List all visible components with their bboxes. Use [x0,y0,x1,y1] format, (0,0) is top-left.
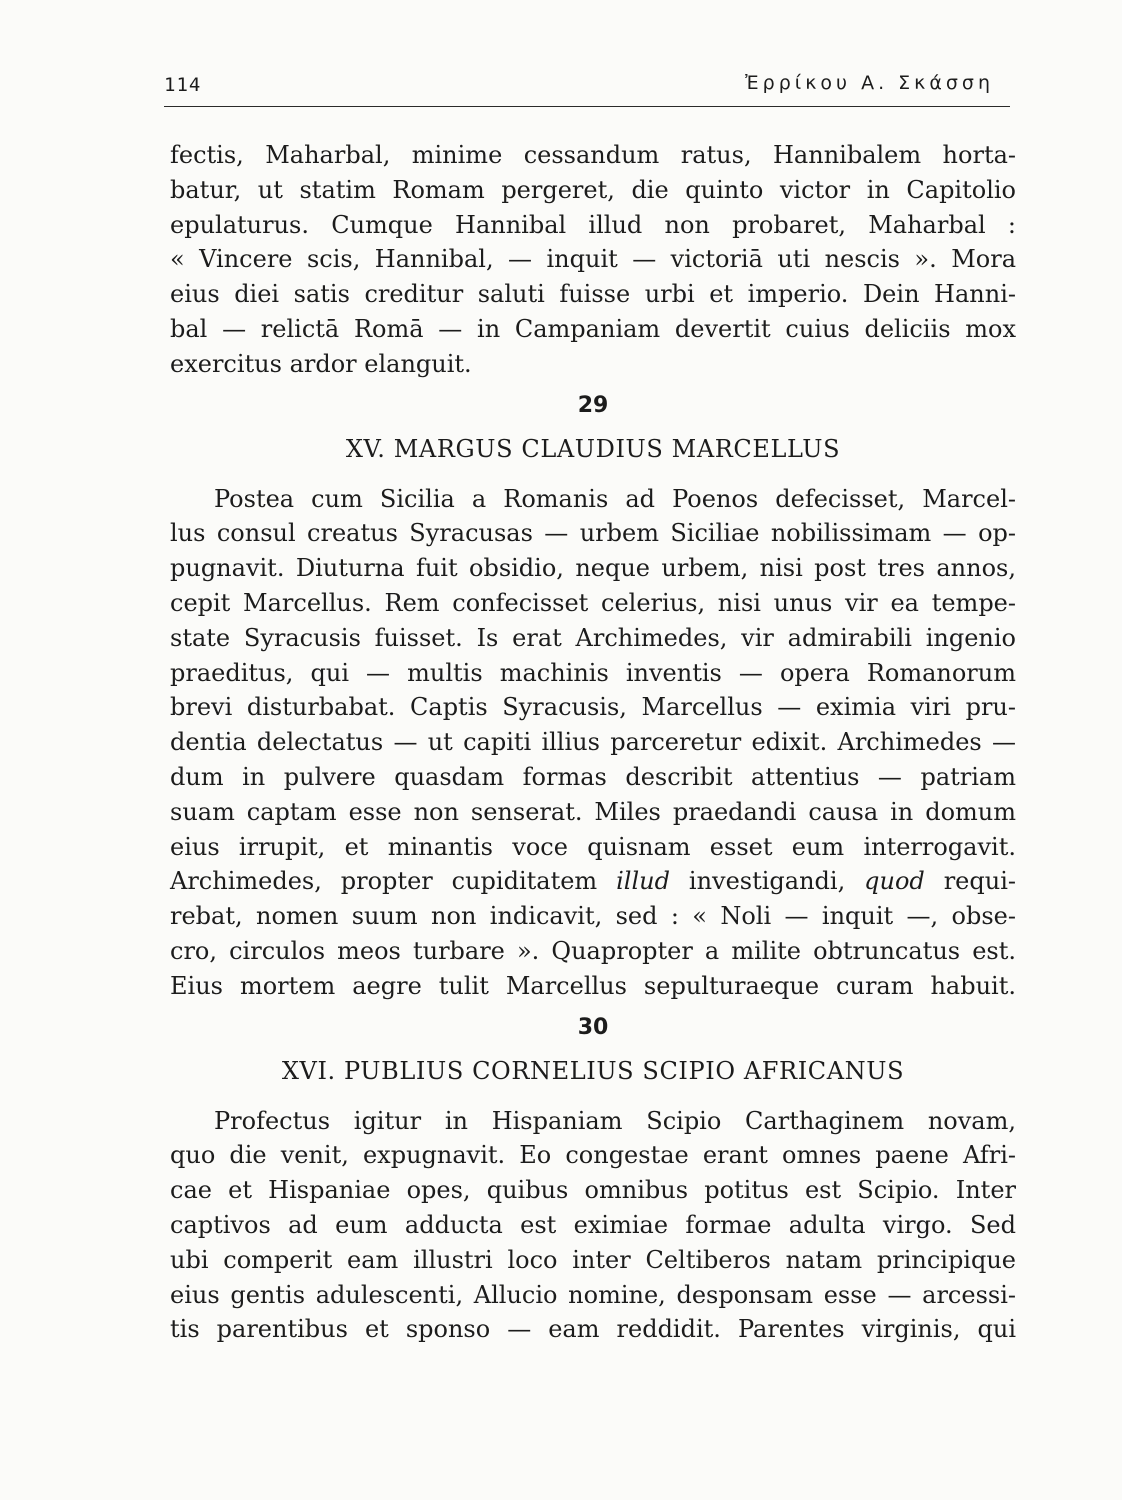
intro-paragraph [170,138,1016,382]
section-29-paragraph [170,482,1016,1004]
text-line: rebat, nomen suum non indicavit, sed : « Noli — inquit —, obse- [170,902,1016,931]
text-line: pugnavit. Diuturna fuit obsidio, neque urbem, nisi post tres annos, [170,554,1016,583]
text-line: « Vincere scis, Hannibal, — inquit — victoriā uti nescis ». Mora [170,245,1016,274]
text-line: eius diei satis creditur saluti fuisse urbi et imperio. Dein Hanni- [170,280,1016,309]
section-title: XV. MARGUS CLAUDIUS MARCELLUS [345,434,841,463]
text-line: batur, ut statim Romam pergeret, die quinto victor in Capitolio [170,175,1016,204]
text-span: Archimedes, propter cupiditatem [170,867,617,896]
text-span: investigandi, [669,867,865,896]
section-number: 29 [577,392,609,418]
text-line: suam captam esse non senserat. Miles praedandi causa in domum [170,797,1016,826]
text-line: Profectus igitur in Hispaniam Scipio Carthaginem novam, [214,1106,1016,1135]
text-line: bal — relictā Romā — in Campaniam devertit cuius deliciis mox [170,314,1016,343]
text-line: cepit Marcellus. Rem confecisset celerius, nisi unus vir ea tempe- [170,588,1016,617]
text-line: praeditus, qui — multis machinis inventis — opera Romanorum [170,658,1016,687]
text-line: eius irrupit, et minantis voce quisnam esset eum interrogavit. [170,832,1016,861]
text-line: state Syracusis fuisset. Is erat Archimedes, vir admirabili ingenio [170,623,1016,652]
text-line: Postea cum Sicilia a Romanis ad Poenos defecisset, Marcel- [214,484,1016,513]
text-line: captivos ad eum adducta est eximiae formae adulta virgo. Sed [170,1210,1016,1239]
text-line: eius gentis adulescenti, Allucio nomine, desponsam esse — arcessi- [170,1280,1016,1309]
page-body [170,138,1016,1347]
text-line-italic [170,864,1016,899]
running-head: Ἐρρίκου Α. Σκάσση [745,72,994,94]
text-line: cro, circulos meos turbare ». Quapropter a milite obtruncatus est. [170,936,1016,965]
text-line: cae et Hispaniae opes, quibus omnibus potitus est Scipio. Inter [170,1176,1016,1205]
text-line: lus consul creatus Syracusas — urbem Siciliae nobilissimam — op- [170,519,1016,548]
section-30-paragraph [170,1104,1016,1348]
section-number: 30 [577,1014,609,1040]
text-span: requi- [924,867,1016,896]
text-line: dentia delectatus — ut capiti illius parceretur edixit. Archimedes — [170,728,1016,757]
section-title: XVI. PUBLIUS CORNELIUS SCIPIO AFRICANUS [281,1056,905,1085]
text-line: quo die venit, expugnavit. Eo congestae erant omnes paene Afri- [170,1141,1016,1170]
page-number: 114 [164,74,202,96]
text-line: brevi disturbabat. Captis Syracusis, Marcellus — eximia viri pru- [170,693,1016,722]
text-line: Eius mortem aegre tulit Marcellus sepulturaeque curam habuit. [170,971,1016,1000]
text-line: epulaturus. Cumque Hannibal illud non probaret, Maharbal : [170,210,1016,239]
text-line: dum in pulvere quasdam formas describit attentius — patriam [170,762,1016,791]
text-line: tis parentibus et sponso — eam reddidit. Parentes virginis, qui [170,1315,1016,1344]
text-line: fectis, Maharbal, minime cessandum ratus, Hannibalem horta- [170,141,1016,169]
text-line: ubi comperit eam illustri loco inter Celtiberos natam principique [170,1245,1016,1274]
italic-word: illud [616,867,670,896]
italic-word: quod [864,867,925,896]
page-header [164,70,1010,107]
text-line: exercitus ardor elanguit. [170,349,472,378]
